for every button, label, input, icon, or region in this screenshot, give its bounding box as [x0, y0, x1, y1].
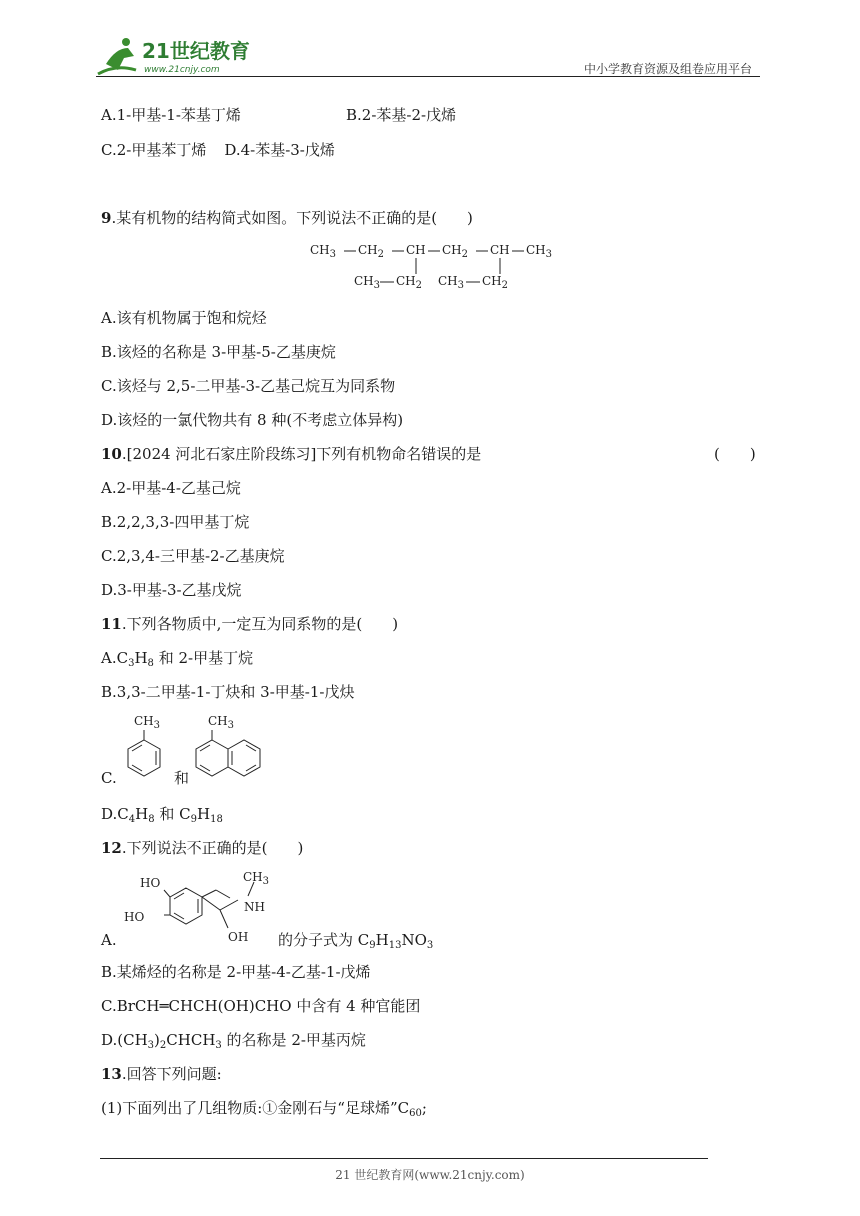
runner-icon: [98, 38, 136, 74]
q11-option-c-label: C.: [101, 769, 117, 787]
q9-bonds: [310, 240, 560, 292]
q12-number: 12: [101, 839, 122, 857]
q9-branch-1a: $CH_3$: [354, 274, 381, 291]
q10-option-a: A.2-甲基-4-乙基己烷: [101, 479, 241, 497]
q12-stem: [101, 838, 303, 858]
q12-ho-top: HO: [140, 876, 161, 890]
q9-branch-2a: $CH_3$: [438, 274, 465, 291]
q9-stem-text: .某有机物的结构简式如图。下列说法不正确的是( ): [111, 209, 473, 227]
q9-branch-2b: $CH_2$: [482, 274, 509, 291]
methylnaphthalene-ch3: $CH_3$: [208, 714, 235, 731]
q10-number: 10: [101, 445, 122, 463]
q9-option-b: B.该烃的名称是 3-甲基-5-乙基庚烷: [101, 343, 336, 361]
q12-ch3: $CH_3$: [243, 870, 270, 887]
page-header: [96, 34, 760, 80]
q9-group-4: $CH_2$: [442, 243, 469, 260]
footer-divider: [100, 1158, 708, 1159]
q10-option-b: B.2,2,3,3-四甲基丁烷: [101, 513, 250, 531]
q12-option-a-text: 的分子式为 $C_9H_{13}NO_3$: [278, 931, 434, 951]
q9-group-1: $CH_3$: [310, 243, 337, 260]
q9-stem: [101, 208, 473, 228]
page-footer: 21 世纪教育网(www.21cnjy.com): [335, 1168, 525, 1182]
q12-option-c: C.BrCH═CHCH(OH)CHO 中含有 4 种官能团: [101, 997, 421, 1015]
q12-nh: NH: [244, 900, 265, 914]
q11-option-a: $A.C_3H_8$ 和 2-甲基丁烷: [101, 649, 254, 669]
q8-option-b: B.2-苯基-2-戊烯: [346, 106, 457, 124]
q12-ho-bottom: HO: [124, 910, 145, 924]
q12-structure: [150, 870, 260, 946]
q13-stem-text: .回答下列问题:: [121, 1065, 222, 1083]
q12-option-b: B.某烯烃的名称是 2-甲基-4-乙基-1-戊烯: [101, 963, 371, 981]
q9-option-a: A.该有机物属于饱和烷烃: [101, 309, 267, 327]
q10-option-d: D.3-甲基-3-乙基戊烷: [101, 581, 242, 599]
q11-option-d: $D.C_4H_8$ 和 $C_9H_{18}$: [101, 805, 223, 825]
logo-text: 21世纪教育: [142, 39, 250, 63]
q9-branch-1b: $CH_2$: [396, 274, 423, 291]
q9-group-2: $CH_2$: [358, 243, 385, 260]
q13-stem: [101, 1064, 222, 1084]
q11-option-c-and: 和: [174, 769, 190, 787]
methylnaphthalene-structure: [194, 728, 266, 780]
q10-stem: [101, 444, 481, 464]
q12-oh: OH: [228, 930, 249, 944]
header-divider: [96, 76, 760, 77]
q12-stem-text: .下列说法不正确的是( ): [121, 839, 304, 857]
q9-group-3: CH: [406, 243, 426, 257]
q9-group-5: CH: [490, 243, 510, 257]
q13-number: 13: [101, 1065, 122, 1083]
q11-option-b: B.3,3-二甲基-1-丁炔和 3-甲基-1-戊炔: [101, 683, 355, 701]
q11-stem-text: .下列各物质中,一定互为同系物的是( ): [121, 615, 399, 633]
q8-option-a: A.1-甲基-1-苯基丁烯: [101, 106, 241, 124]
q9-number: 9: [101, 209, 112, 227]
q12-option-a-label: A.: [101, 931, 117, 949]
logo-url: www.21cnjy.com: [144, 65, 220, 75]
q8-option-c: [101, 140, 335, 160]
q9-group-6: $CH_3$: [526, 243, 553, 260]
q11-stem: [101, 614, 398, 634]
q10-stem-text: .[2024 河北石家庄阶段练习]下列有机物命名错误的是: [121, 445, 482, 463]
logo: [96, 34, 266, 78]
q10-answer-paren: ( ): [714, 445, 756, 463]
toluene-ch3: $CH_3$: [134, 714, 161, 731]
q8-option-d-text: D.4-苯基-3-戊烯: [224, 141, 335, 159]
q13-part-1: (1)下面列出了几组物质:①金刚石与“足球烯$”C_{60}$;: [101, 1099, 427, 1119]
q10-option-c: C.2,3,4-三甲基-2-乙基庚烷: [101, 547, 285, 565]
q12-option-d: $D.(CH_3)_2CHCH_3$ 的名称是 2-甲基丙烷: [101, 1031, 366, 1051]
q9-option-c: C.该烃与 2,5-二甲基-3-乙基己烷互为同系物: [101, 377, 396, 395]
q8-option-c-text: C.2-甲基苯丁烯: [101, 141, 207, 159]
q9-structure: [310, 240, 560, 292]
toluene-structure: [118, 728, 162, 780]
q9-option-d: D.该烃的一氯代物共有 8 种(不考虑立体异构): [101, 411, 404, 429]
q11-number: 11: [101, 615, 122, 633]
platform-name: 中小学教育资源及组卷应用平台: [583, 62, 752, 76]
